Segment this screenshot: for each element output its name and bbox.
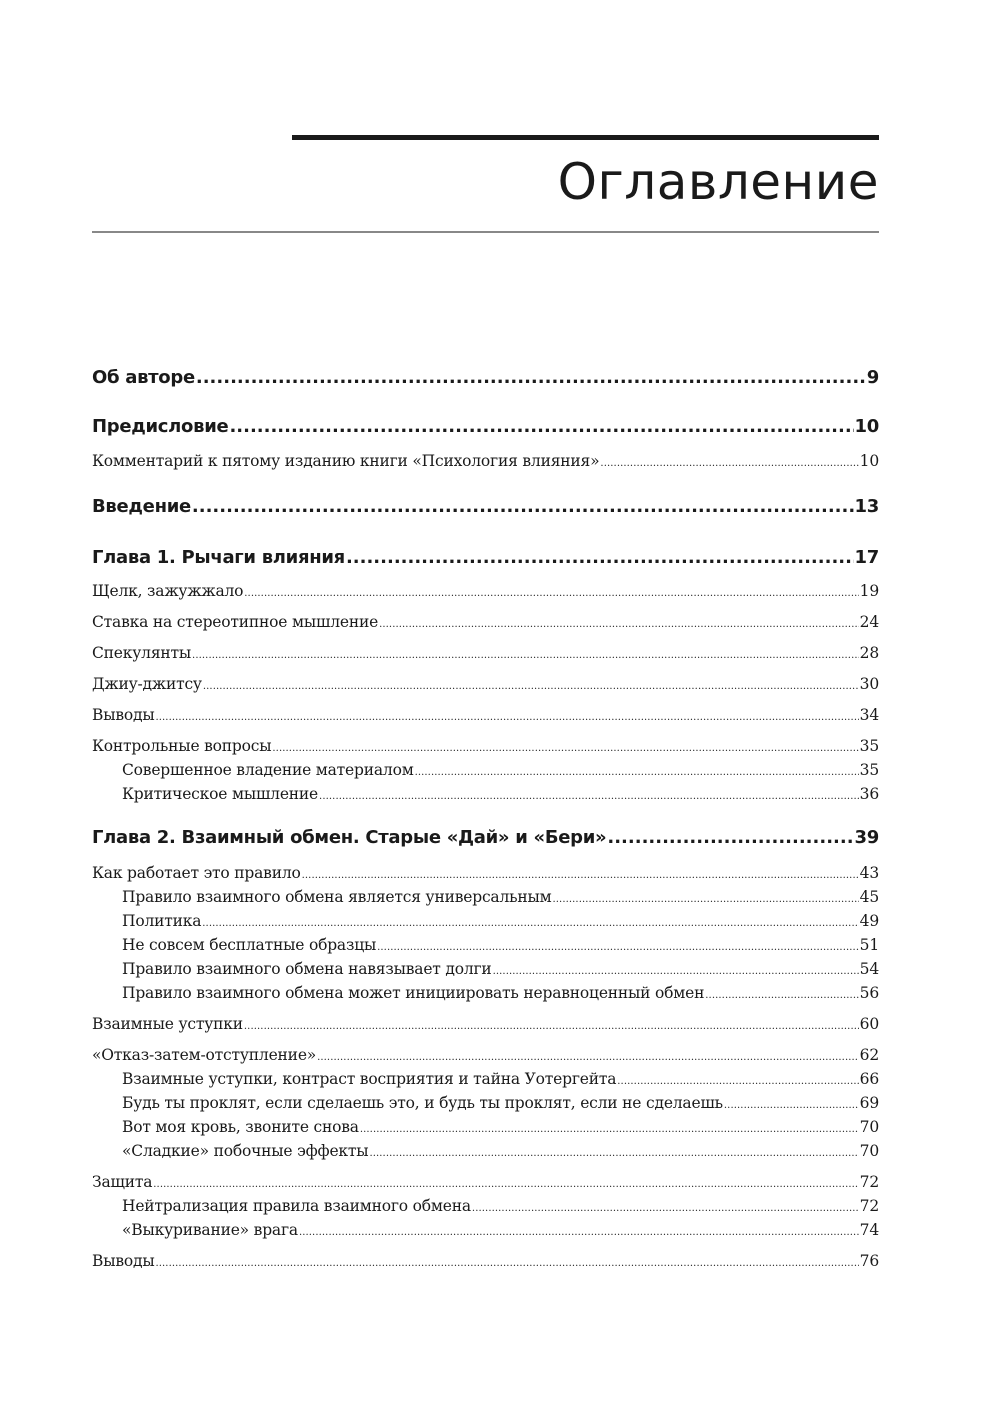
toc-entry-introduction[interactable]: Введение ..... 13 <box>92 496 879 517</box>
toc-subentry[interactable]: Не совсем бесплатные образцы ..... 51 <box>122 936 879 954</box>
toc-entry[interactable]: Джиу-джитсу ..... 30 <box>92 675 879 693</box>
toc-entry-fifth-edition-comment[interactable]: Комментарий к пятому изданию книги «Психология влияния» ..... 10 <box>92 452 879 470</box>
toc-subentry[interactable]: «Выкуривание» врага ..... 74 <box>122 1221 879 1239</box>
toc-entry[interactable]: Защита ..... 72 <box>92 1173 879 1191</box>
toc-entry-about-author[interactable]: Об авторе ..... 9 <box>92 367 879 388</box>
toc-entry-chapter-2[interactable]: Глава 2. Взаимный обмен. Старые «Дай» и «Бери» ..... 39 <box>92 827 879 848</box>
page-title: Оглавление <box>557 153 879 211</box>
toc-entry[interactable]: Ставка на стереотипное мышление ..... 24 <box>92 613 879 631</box>
toc-subentry[interactable]: «Сладкие» побочные эффекты ..... 70 <box>122 1142 879 1160</box>
toc-subentry[interactable]: Нейтрализация правила взаимного обмена ..... 72 <box>122 1197 879 1215</box>
toc-subentry[interactable]: Вот моя кровь, звоните снова ..... 70 <box>122 1118 879 1136</box>
toc-subentry[interactable]: Правило взаимного обмена навязывает долги ..... 54 <box>122 960 879 978</box>
toc-subentry[interactable]: Совершенное владение материалом ..... 35 <box>122 761 879 779</box>
toc-entry[interactable]: Выводы ..... 76 <box>92 1252 879 1270</box>
toc-subentry[interactable]: Политика ..... 49 <box>122 912 879 930</box>
toc-entry[interactable]: Как работает это правило ..... 43 <box>92 864 879 882</box>
toc-entry-preface[interactable]: Предисловие ..... 10 <box>92 416 879 437</box>
toc-subentry[interactable]: Взаимные уступки, контраст восприятия и тайна Уотергейта ..... 66 <box>122 1070 879 1088</box>
toc-entry[interactable]: «Отказ-затем-отступление» ..... 62 <box>92 1046 879 1064</box>
toc-entry[interactable]: Спекулянты ..... 28 <box>92 644 879 662</box>
toc-subentry[interactable]: Будь ты проклят, если сделаешь это, и будь ты проклят, если не сделаешь ..... 69 <box>122 1094 879 1112</box>
toc-subentry[interactable]: Критическое мышление ..... 36 <box>122 785 879 803</box>
toc-entry[interactable]: Щелк, зажужжало ..... 19 <box>92 582 879 600</box>
toc-subentry[interactable]: Правило взаимного обмена является универсальным ..... 45 <box>122 888 879 906</box>
toc-subentry[interactable]: Правило взаимного обмена может инициировать неравноценный обмен ..... 56 <box>122 984 879 1002</box>
toc-entry[interactable]: Взаимные уступки ..... 60 <box>92 1015 879 1033</box>
toc-entry[interactable]: Выводы ..... 34 <box>92 706 879 724</box>
toc-entry[interactable]: Контрольные вопросы ..... 35 <box>92 737 879 755</box>
toc-entry-chapter-1[interactable]: Глава 1. Рычаги влияния ..... 17 <box>92 547 879 568</box>
